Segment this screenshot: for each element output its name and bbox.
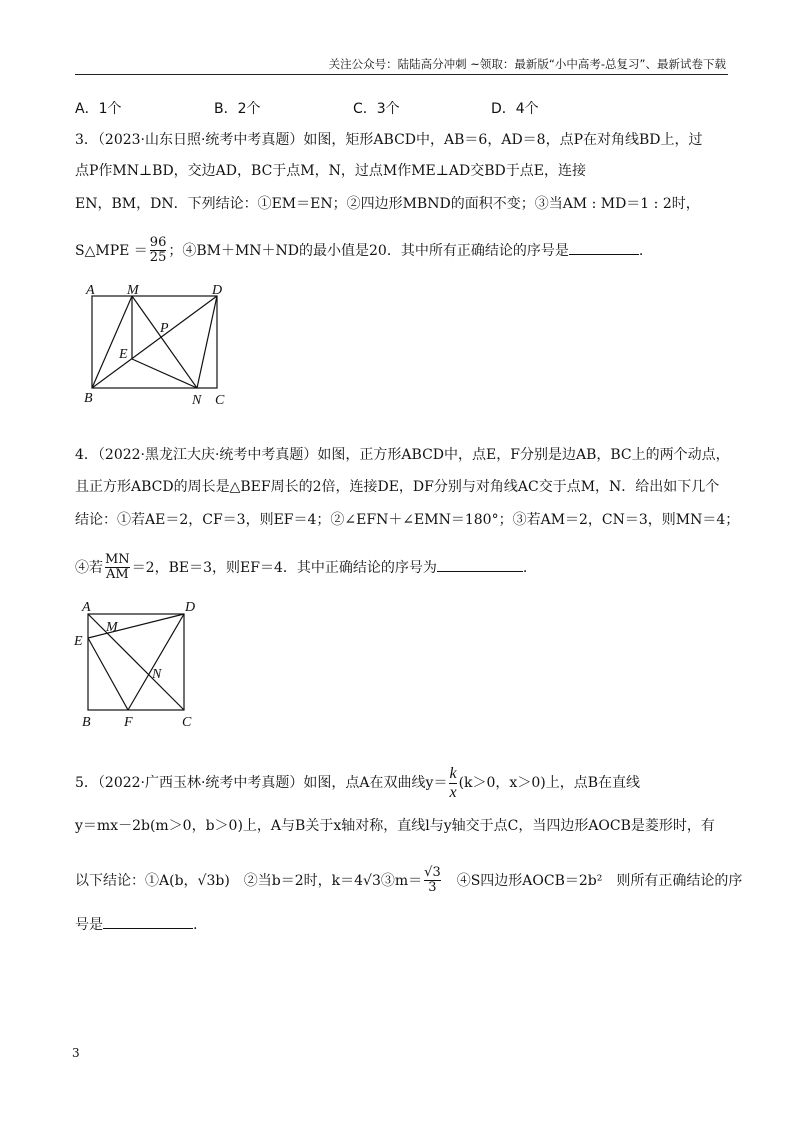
q4-line-2: 且正方形ABCD的周长是△BEF周长的2倍，连接DE，DF分别与对角线AC交于点M，N．给出如下几个 [75,479,720,495]
q5-frac-den: x [449,783,457,801]
q3-label-a: A [86,283,95,298]
q5-line-3-lead: 以下结论：①A(b，√3b) ②当b＝2时，k＝4√3③m＝ [75,872,423,889]
q4-label-m: M [106,620,118,635]
q5-frac-num: k [449,765,457,782]
q4-label-b: B [82,715,91,730]
page-header [75,56,728,75]
q4-label-e: E [74,634,83,649]
q3-line-3: EN，BM，DN．下列结论：①EM＝EN；②四边形MBND的面积不变；③当AM : MD＝1 : 2时， [75,196,700,212]
q4-label-d: D [185,600,196,615]
q4-label-c: C [182,715,192,730]
q5-line-1-text: (k＞0，x＞0)上，点B在直线 [458,775,640,792]
q5-line-1-lead: 5．（2022·广西玉林·统考中考真题）如图，点A在双曲线y＝ [75,775,448,792]
option-a: A．1个 [75,101,122,117]
q5-fraction-m [424,866,441,896]
q3-frac-den: 25 [149,250,167,266]
q3-line-mn [132,296,197,388]
option-d: D．4个 [491,101,539,117]
q5-answer-blank[interactable] [103,914,193,929]
q3-label-m: M [127,283,139,298]
q4-frac-den: AM [105,567,129,583]
q3-area-label: S△MPE ＝ [75,242,148,259]
q3-figure [82,282,242,410]
q4-line-1: 4．（2022·黑龙江大庆·统考中考真题）如图，正方形ABCD中，点E，F分别是边AB，BC上的两个动点， [75,447,730,463]
q5-line-4-text: 号是 [75,917,103,933]
q5-frac2-den: 3 [424,880,441,895]
q3-label-n: N [192,393,202,408]
q4-figure [72,598,202,730]
q3-frac-num: 96 [149,235,167,250]
q4-label-n: N [152,667,162,682]
q4-line-4-text: ＝2，BE＝3，则EF＝4．其中正确结论的序号为 [131,559,437,576]
q4-line-3: 结论：①若AE＝2，CF＝3，则EF＝4；②∠EFN＋∠EMN＝180°；③若AM＝2，CN＝3，则MN＝4； [75,512,740,528]
q3-label-b: B [84,391,93,406]
q3-line-1: 3．（2023·山东日照·统考中考真题）如图，矩形ABCD中，AB＝6，AD＝8，点P在对角线BD上，过 [75,132,703,148]
q4-label-f: F [124,715,133,730]
q3-line-bm [92,296,132,388]
q4-label-a: A [82,600,91,615]
q4-line-de [88,614,184,638]
q3-line-dn [197,296,217,388]
q3-label-p: P [160,321,169,336]
q4-fraction [105,553,130,583]
q3-line-2: 点P作MN⊥BD，交边AD，BC于点M，N，过点M作ME⊥AD交BD于点E，连接 [75,163,586,179]
header-text: 关注公众号：陆陆高分冲刺 ~领取：最新版“小中高考-总复习”、最新试卷下载 [328,57,726,71]
q4-line-4: ④若 $\frac{MN}{AM}$ ＝2，BE＝3，则EF＝4．其中正确结论的序号为 . [75,552,528,583]
q3-line-4: S△MPE ＝ $\frac{96}{25}$ ；④BM＋MN＋ND的最小值是20．其中所有正确结论的序号是 . [75,235,644,266]
q4-answer-blank[interactable] [437,557,523,572]
q5-fraction-kx [449,765,456,801]
q5-line-3-text: ④S四边形AOCB＝2b² 则所有正确结论的序 [442,872,743,889]
q3-fraction [150,236,167,266]
q3-line-4-text: ；④BM＋MN＋ND的最小值是20．其中所有正确结论的序号是 [168,242,569,259]
q5-frac2-num: √3 [424,865,441,880]
q5-line-2: y＝mx－2b(m＞0，b＞0)上，A与B关于x轴对称，直线l与y轴交于点C，当四边形AOCB是菱形时，有 [75,818,715,834]
page-number: 3 [72,1046,80,1060]
q3-label-e: E [119,347,128,362]
option-c: C．3个 [353,101,400,117]
q5-line-4: 号是 . [75,914,197,934]
q3-diagonal-bd [92,296,217,388]
q4-line-4-lead: ④若 [75,559,103,576]
q5-line-1 [75,765,640,801]
option-b: B．2个 [214,101,261,117]
q3-label-d: D [212,283,223,298]
q5-line-3 [75,866,742,896]
q3-label-c: C [215,393,225,408]
q3-answer-blank[interactable] [569,240,639,255]
q4-frac-num: MN [105,552,130,567]
